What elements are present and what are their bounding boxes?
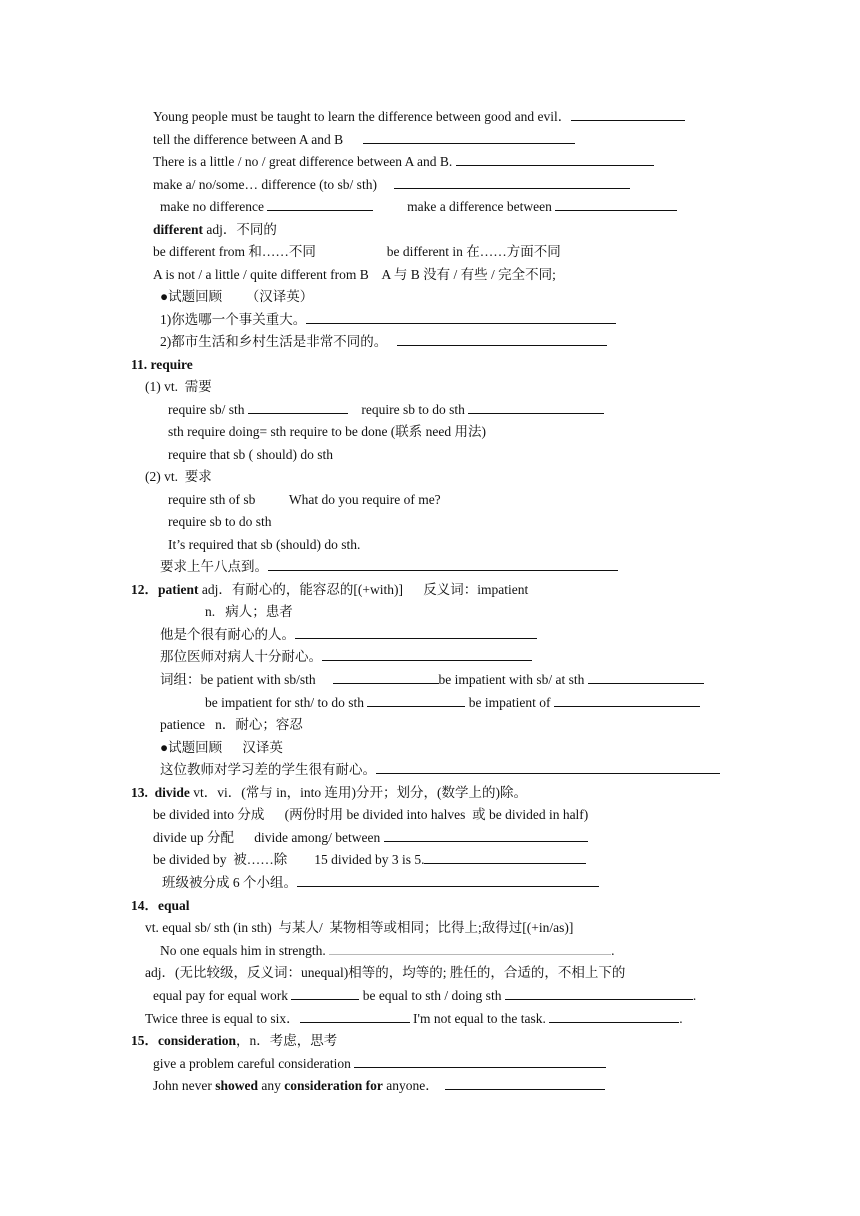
answer-blank[interactable] bbox=[267, 198, 373, 211]
bold-term: patient bbox=[158, 582, 199, 597]
bold-term: different bbox=[153, 222, 203, 237]
text-line bbox=[153, 131, 575, 149]
text-run: 他是个很有耐心的人。 bbox=[160, 627, 295, 642]
text-line bbox=[205, 694, 700, 712]
text-run: require sb/ sth bbox=[168, 402, 248, 417]
answer-blank[interactable] bbox=[555, 198, 677, 211]
text-run: equal pay for equal work bbox=[153, 988, 292, 1003]
answer-blank[interactable] bbox=[588, 671, 704, 684]
answer-blank[interactable] bbox=[300, 1010, 410, 1023]
text-line bbox=[160, 311, 616, 329]
text-line bbox=[153, 108, 685, 126]
text-run: adj．不同的 bbox=[203, 222, 277, 237]
text-run: make a/ no/some… difference (to sb/ sth) bbox=[153, 177, 394, 192]
text-run: (2) vt. 要求 bbox=[145, 469, 212, 484]
text-run: 要求上午八点到。 bbox=[160, 559, 268, 574]
bold-term: 13. bbox=[131, 785, 155, 800]
text-line bbox=[131, 581, 528, 599]
text-run: be impatient for sth/ to do sth bbox=[205, 695, 368, 710]
text-run: divide up 分配 divide among/ between bbox=[153, 830, 384, 845]
text-run: ●试题回顾 （汉译英） bbox=[160, 289, 314, 304]
text-line bbox=[168, 491, 441, 509]
text-line bbox=[153, 266, 556, 284]
text-run: make a difference between bbox=[373, 199, 556, 214]
text-run: A is not / a little / quite different from B A 与 B 没有 / 有些 / 完全不同; bbox=[153, 267, 556, 282]
answer-blank[interactable] bbox=[295, 626, 537, 639]
text-run: . bbox=[611, 943, 615, 958]
text-line bbox=[160, 626, 537, 644]
text-run: vt．vi．(常与 in，into 连用)分开；划分，(数学上的)除。 bbox=[189, 785, 528, 800]
text-line bbox=[145, 964, 625, 982]
text-line bbox=[205, 603, 293, 621]
text-run: require sb to do sth bbox=[168, 514, 272, 529]
text-line bbox=[160, 648, 532, 666]
text-line bbox=[145, 378, 212, 396]
text-run: anyone． bbox=[382, 1078, 446, 1093]
text-run: . bbox=[692, 988, 697, 1003]
answer-blank[interactable] bbox=[554, 694, 700, 707]
text-line bbox=[145, 468, 212, 486]
text-line bbox=[153, 1055, 606, 1073]
text-line bbox=[153, 851, 586, 869]
text-run: 2)都市生活和乡村生活是非常不同的。 bbox=[160, 334, 398, 349]
text-run: any bbox=[258, 1078, 285, 1093]
text-run: I'm not equal to the task. bbox=[409, 1011, 550, 1026]
bold-term: divide bbox=[154, 785, 190, 800]
answer-blank[interactable] bbox=[306, 311, 616, 324]
answer-blank[interactable] bbox=[549, 1010, 679, 1023]
text-run: require that sb ( should) do sth bbox=[168, 447, 333, 462]
answer-blank[interactable] bbox=[363, 131, 575, 144]
text-run: tell the difference between A and B bbox=[153, 132, 364, 147]
answer-blank[interactable] bbox=[456, 153, 654, 166]
answer-blank[interactable] bbox=[394, 176, 630, 189]
text-line bbox=[160, 333, 607, 351]
text-run: sth require doing= sth require to be done (联系 need 用法) bbox=[168, 424, 487, 439]
text-line bbox=[153, 987, 696, 1005]
text-run: ，n．考虑，思考 bbox=[236, 1033, 338, 1048]
text-run: Young people must be taught to learn the difference between good and evil． bbox=[153, 109, 572, 124]
text-run: vt. equal sb/ sth (in sth) 与某人/ 某物相等或相同；比得上;敌得过[(+in/as)] bbox=[145, 920, 574, 935]
bold-term: 15． bbox=[131, 1033, 158, 1048]
text-run: ●试题回顾 汉译英 bbox=[160, 740, 283, 755]
text-run: be divided by 被……除 15 divided by 3 is 5. bbox=[153, 852, 425, 867]
text-run: . bbox=[679, 1011, 683, 1026]
text-line bbox=[153, 243, 561, 261]
text-run: There is a little / no / great difference between A and B. bbox=[153, 154, 456, 169]
text-run: be divided into 分成 (两份时用 be divided into halves 或 be divided in half) bbox=[153, 807, 589, 822]
text-line bbox=[160, 942, 614, 960]
text-line bbox=[145, 1010, 683, 1028]
text-run: (1) vt. 需要 bbox=[145, 379, 212, 394]
answer-blank[interactable] bbox=[505, 987, 693, 1000]
text-line bbox=[162, 874, 599, 892]
bold-term: consideration for bbox=[284, 1078, 383, 1093]
text-run: It’s required that sb (should) do sth. bbox=[168, 537, 361, 552]
text-line bbox=[145, 919, 573, 937]
text-run: adj．有耐心的，能容忍的[(+with)] 反义词：impatient bbox=[198, 582, 529, 597]
text-line bbox=[131, 1032, 337, 1050]
answer-blank[interactable] bbox=[297, 874, 599, 887]
text-run: John never bbox=[153, 1078, 216, 1093]
text-line bbox=[168, 423, 486, 441]
answer-blank[interactable] bbox=[248, 401, 348, 414]
bold-term: 14．equal bbox=[131, 898, 190, 913]
text-line bbox=[153, 176, 630, 194]
text-run: make no difference bbox=[160, 199, 268, 214]
text-run: 词组：be patient with sb/sth bbox=[160, 672, 333, 687]
text-run: No one equals him in strength. bbox=[160, 943, 330, 958]
answer-blank[interactable] bbox=[333, 671, 439, 684]
answer-blank[interactable] bbox=[268, 558, 618, 571]
text-line bbox=[160, 716, 303, 734]
text-run: patience n．耐心；容忍 bbox=[160, 717, 303, 732]
text-line bbox=[153, 806, 588, 824]
text-run: be impatient of bbox=[465, 695, 554, 710]
text-line bbox=[160, 739, 283, 757]
text-line bbox=[153, 1077, 605, 1095]
text-run: 这位教师对学习差的学生很有耐心。 bbox=[160, 762, 376, 777]
text-line bbox=[131, 897, 190, 915]
text-line bbox=[160, 671, 704, 689]
bold-term: 12． bbox=[131, 582, 158, 597]
answer-blank[interactable] bbox=[468, 401, 604, 414]
text-line bbox=[160, 761, 720, 779]
text-run: 1)你选哪一个事关重大。 bbox=[160, 312, 307, 327]
answer-blank[interactable] bbox=[291, 987, 359, 1000]
text-line bbox=[160, 288, 313, 306]
text-line bbox=[168, 401, 604, 419]
bold-term: showed bbox=[215, 1078, 258, 1093]
bold-term: consideration bbox=[158, 1033, 237, 1048]
answer-blank[interactable] bbox=[322, 648, 532, 661]
text-line bbox=[131, 784, 527, 802]
text-line bbox=[168, 513, 272, 531]
answer-blank[interactable] bbox=[367, 694, 465, 707]
text-line bbox=[168, 446, 333, 464]
answer-blank[interactable] bbox=[376, 761, 720, 774]
text-line bbox=[131, 356, 193, 374]
text-run: require sb to do sth bbox=[347, 402, 469, 417]
text-run: be equal to sth / doing sth bbox=[359, 988, 505, 1003]
bold-term: 11. require bbox=[131, 357, 193, 372]
answer-blank[interactable] bbox=[424, 851, 586, 864]
text-run: require sth of sb What do you require of me? bbox=[168, 492, 441, 507]
text-line bbox=[160, 558, 618, 576]
answer-blank[interactable] bbox=[384, 829, 588, 842]
text-run: be impatient with sb/ at sth bbox=[438, 672, 588, 687]
text-line bbox=[160, 198, 677, 216]
answer-blank[interactable] bbox=[571, 108, 685, 121]
answer-blank[interactable] bbox=[445, 1077, 605, 1090]
text-run: adj．(无比较级，反义词：unequal)相等的，均等的; 胜任的，合适的，不相上下的 bbox=[145, 965, 626, 980]
text-run: give a problem careful consideration bbox=[153, 1056, 355, 1071]
answer-blank[interactable] bbox=[397, 333, 607, 346]
text-run: 那位医师对病人十分耐心。 bbox=[160, 649, 322, 664]
text-line bbox=[153, 221, 277, 239]
answer-blank[interactable] bbox=[354, 1055, 606, 1068]
text-line bbox=[153, 829, 588, 847]
text-run: be different from 和……不同 be different in 在……方面不同 bbox=[153, 244, 561, 259]
text-line bbox=[168, 536, 360, 554]
answer-blank[interactable] bbox=[329, 942, 611, 955]
text-run: n. 病人；患者 bbox=[205, 604, 293, 619]
text-run: 班级被分成 6 个小组。 bbox=[162, 875, 297, 890]
text-line bbox=[153, 153, 654, 171]
text-run: Twice three is equal to six． bbox=[145, 1011, 300, 1026]
